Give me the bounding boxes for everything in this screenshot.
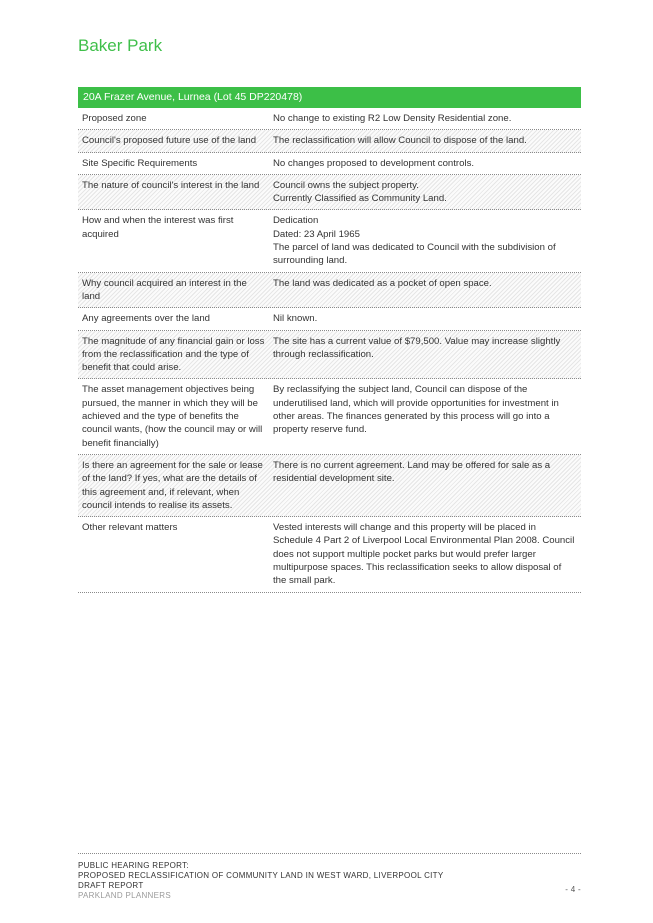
table-row (78, 153, 581, 175)
row-label: Proposed zone (82, 113, 147, 124)
row-value-line: Currently Classified as Community Land. (273, 193, 447, 205)
row-value-line: The land was dedicated as a pocket of open space. (273, 277, 492, 289)
row-value (271, 379, 581, 453)
row-label: The magnitude of any financial gain or loss from the reclassification and the type of benefit that could arise. (82, 335, 265, 374)
row-value (271, 273, 581, 308)
table-row (78, 130, 581, 152)
row-label: Is there an agreement for the sale or lease of the land? If yes, what are the details of this agreement and, if relevant, when council intends to realise its assets. (82, 459, 263, 511)
row-value-line: Dated: 23 April 1965 (273, 228, 360, 240)
row-value (271, 130, 581, 151)
row-label: The nature of council's interest in the land (82, 179, 260, 191)
page-footer (78, 853, 581, 901)
table-row (78, 175, 581, 211)
footer-author: PARKLAND PLANNERS (78, 891, 171, 900)
row-value (271, 153, 581, 174)
row-value (271, 210, 581, 271)
footer-report-type: PUBLIC HEARING REPORT: (78, 861, 189, 870)
row-label: How and when the interest was first acquired (82, 215, 234, 240)
row-value-line: No changes proposed to development controls. (273, 157, 475, 169)
page-title: Baker Park (78, 36, 163, 55)
row-value (271, 308, 581, 329)
row-value (271, 108, 581, 129)
row-label: Other relevant matters (82, 522, 178, 534)
row-label: Site Specific Requirements (82, 157, 198, 169)
row-value-line: The reclassification will allow Council to dispose of the land. (273, 135, 527, 147)
land-details-table (78, 87, 581, 593)
row-value-line: There is no current agreement. Land may be offered for sale as a residential development site. (273, 459, 551, 485)
table-row (78, 517, 581, 592)
table-row (78, 108, 581, 130)
row-label: Why council acquired an interest in the land (82, 277, 247, 302)
row-value-line: No change to existing R2 Low Density Residential zone. (273, 113, 512, 124)
table-row (78, 379, 581, 454)
row-value (271, 455, 581, 516)
row-label: The asset management objectives being pursued, the manner in which they will be achieved and the type of benefits the council wants, (how the council may or will benefit financially) (82, 384, 263, 449)
row-value (271, 517, 581, 591)
row-value-line: The parcel of land was dedicated to Council with the subdivision of surrounding land. (273, 242, 556, 267)
table-header: 20A Frazer Avenue, Lurnea (Lot 45 DP220478) (78, 87, 581, 108)
footer-report-status: DRAFT REPORT (78, 881, 144, 890)
row-value-line: Nil known. (273, 313, 318, 325)
footer-report-title: PROPOSED RECLASSIFICATION OF COMMUNITY LAND IN WEST WARD, LIVERPOOL CITY (78, 871, 444, 880)
row-value-line: The site has a current value of $79,500. Value may increase slightly through reclassification. (273, 335, 561, 360)
row-value-line: Council owns the subject property. (273, 179, 419, 191)
row-value-line: Dedication (273, 215, 319, 227)
page-number: - 4 - (565, 885, 581, 894)
table-row (78, 455, 581, 517)
row-label: Any agreements over the land (82, 313, 210, 325)
row-label: Council's proposed future use of the land (82, 135, 257, 147)
table-row (78, 273, 581, 309)
row-value-line: Vested interests will change and this property will be placed in Schedule 4 Part 2 of Liverpool Local Environmental Plan 2008. Council does not support multiple pocket parks but would prefer larger multipurpose spaces. This reclassification seeks to allow disposal of the small park. (273, 522, 575, 587)
table-body (78, 108, 581, 593)
row-value-line: By reclassifying the subject land, Council can dispose of the underutilised land, which will provide opportunities for investment in other areas. The finances generated by this process will go into a property reserve fund. (273, 384, 559, 436)
table-row (78, 331, 581, 380)
table-row (78, 210, 581, 272)
row-value (271, 175, 581, 210)
row-value (271, 331, 581, 379)
table-row (78, 308, 581, 330)
